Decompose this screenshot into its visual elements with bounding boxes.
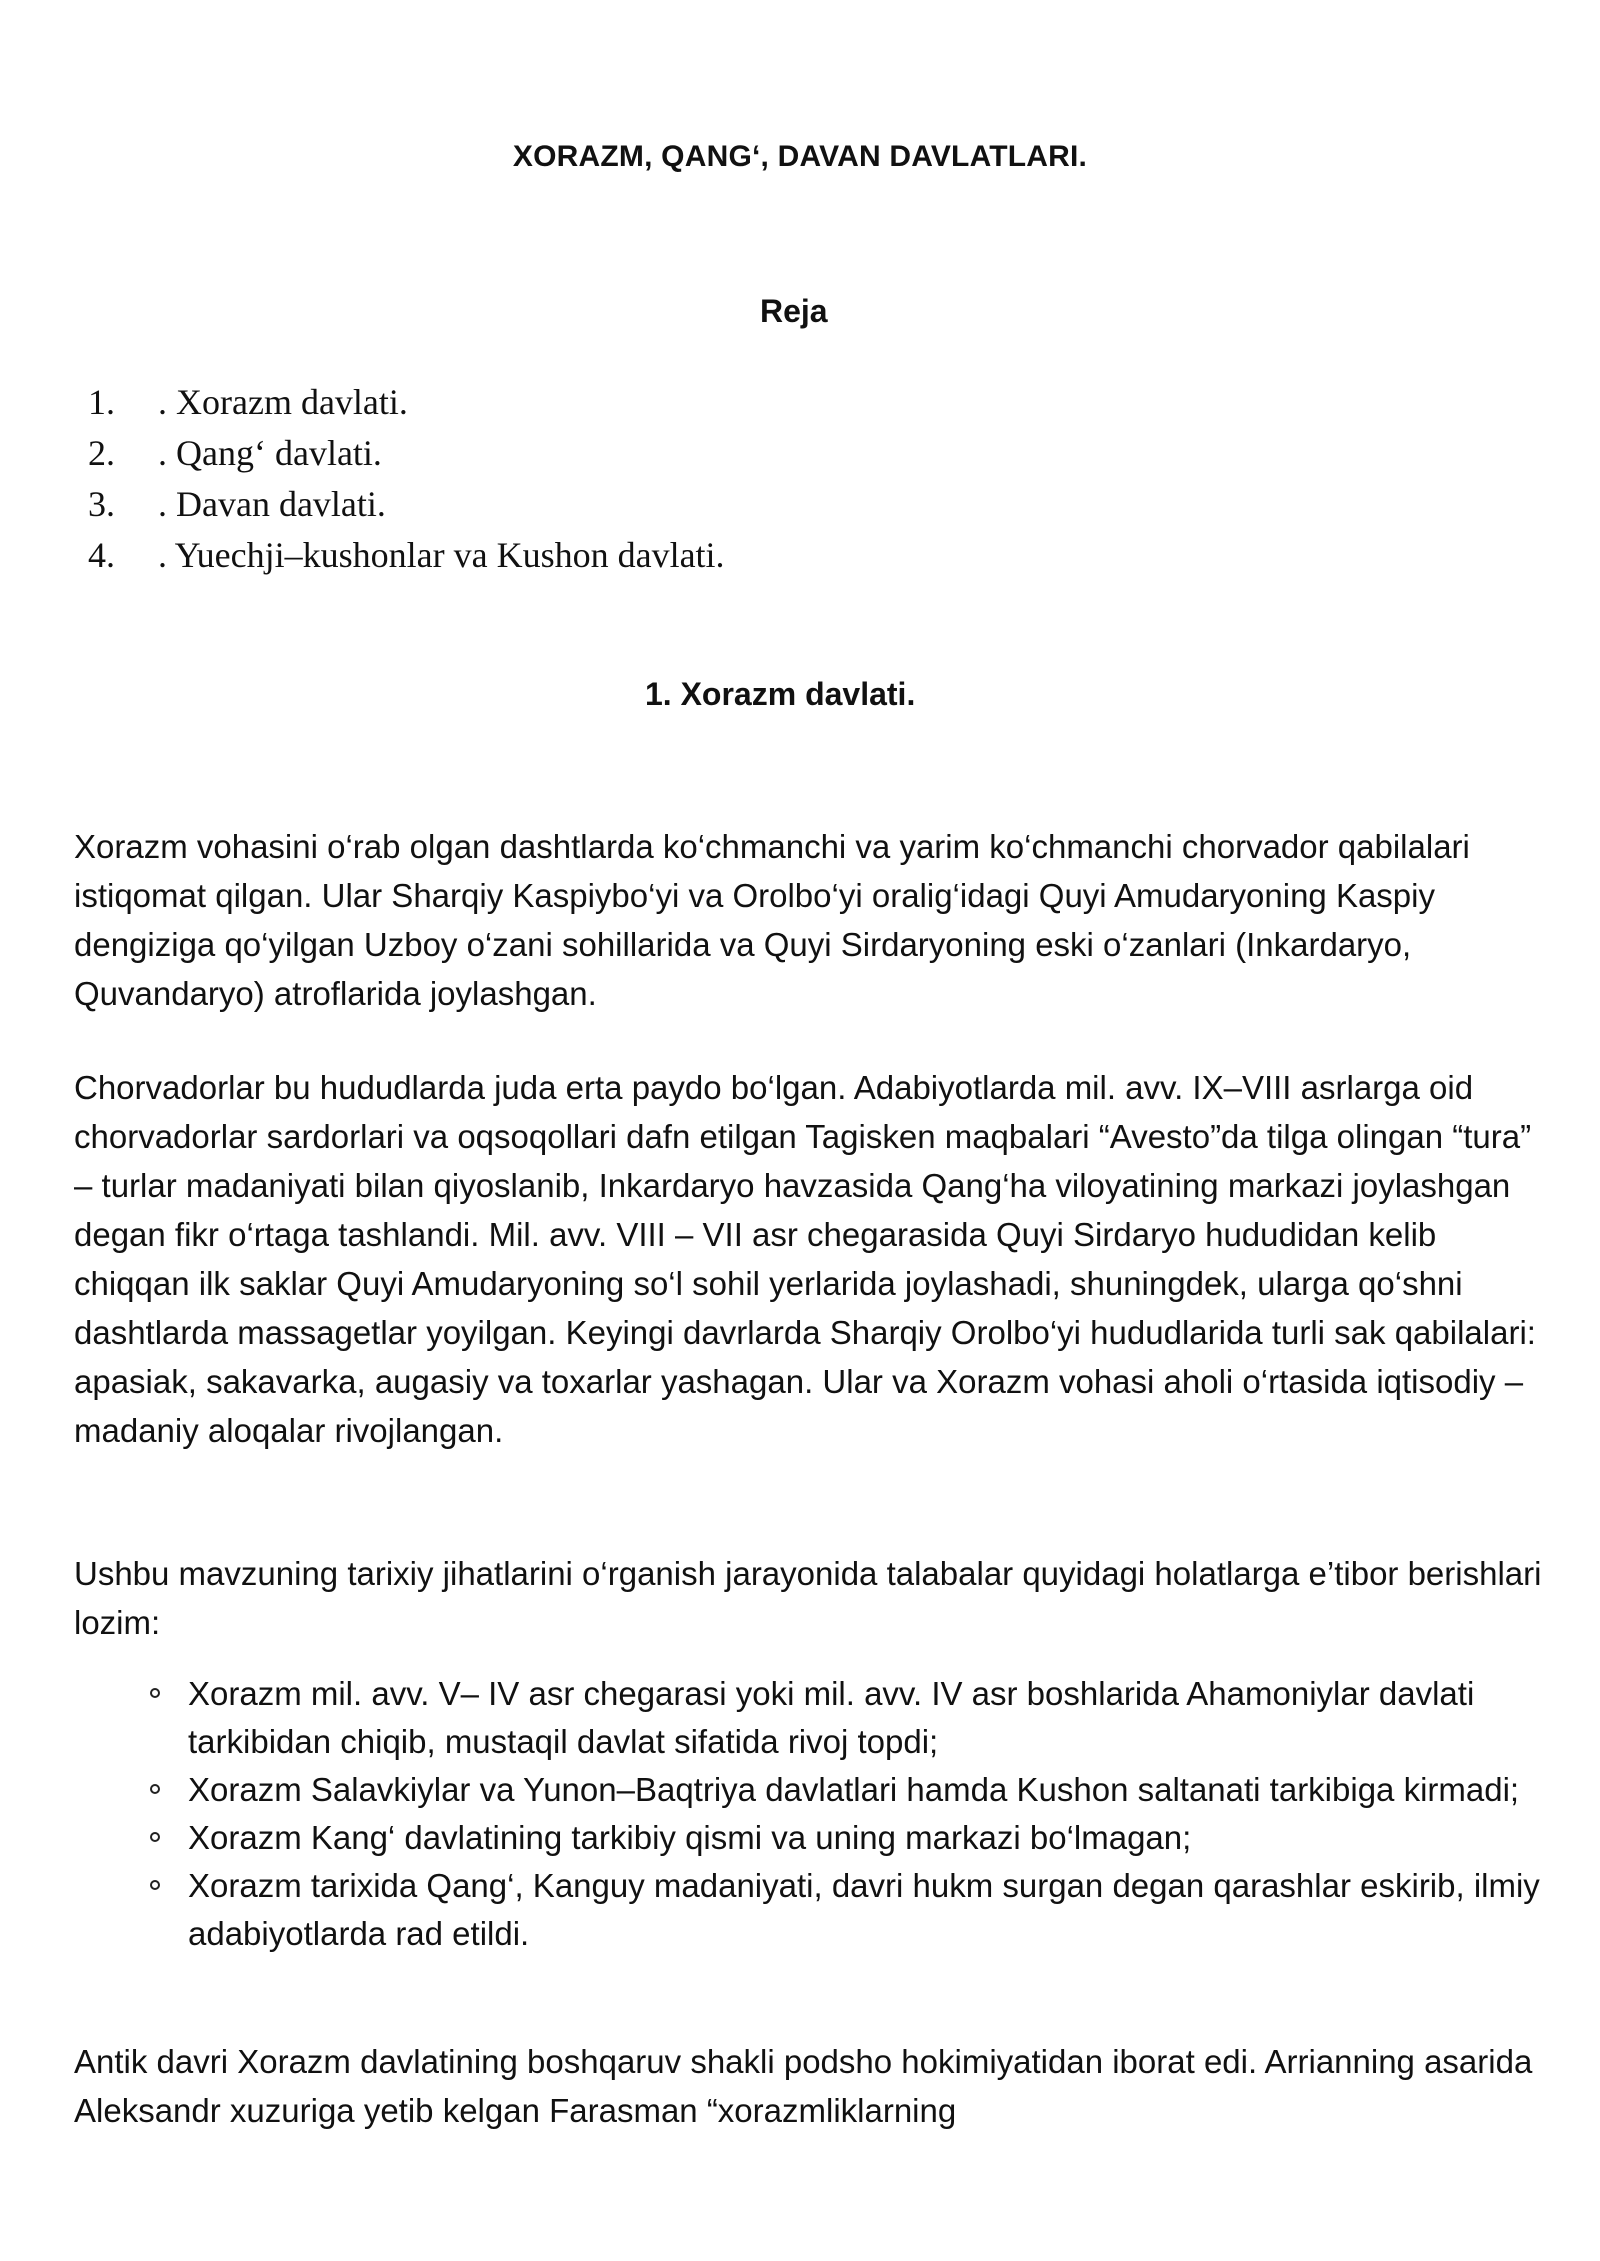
- plan-item-number: 2.: [88, 433, 115, 473]
- bullet-item: [146, 1862, 1546, 1958]
- plan-item-text: . Davan davlati.: [158, 484, 386, 524]
- plan-heading: Reja: [760, 293, 828, 329]
- paragraph-closing: Antik davri Xorazm davlatining boshqaruv shakli podsho hokimiyatidan iborat edi. Arrianning asarida Aleksandr xuzuriga yetib kelgan Farasman “xorazmliklarning: [74, 2043, 1533, 2129]
- paragraph-intro: Xorazm vohasini o‘rab olgan dashtlarda ko‘chmanchi va yarim ko‘chmanchi chorvador qabilalari istiqomat qilgan. Ular Sharqiy Kaspiybo‘yi va Orolbo‘yi oralig‘idagi Quyi Amudaryoning Kaspiy dengiziga qo‘yilgan Uzboy o‘zani sohillarida va Quyi Sirdaryoning eski o‘zanlari (Inkardaryo, Quvandaryo) atroflarida joylashgan.: [74, 828, 1470, 1012]
- plan-item: [88, 530, 725, 581]
- bullet-text: Xorazm tarixida Qang‘, Kanguy madaniyati, davri hukm surgan degan qarashlar eskirib, ilmiy adabiyotlarda rad etildi.: [188, 1867, 1540, 1952]
- plan-item-number: 3.: [88, 484, 115, 524]
- plan-item-number: 4.: [88, 535, 115, 575]
- bullet-text: Xorazm Salavkiylar va Yunon–Baqtriya davlatlari hamda Kushon saltanati tarkibiga kirmadi;: [188, 1771, 1520, 1808]
- hollow-circle-bullet-icon: [150, 1880, 160, 1890]
- section-heading: 1. Xorazm davlati.: [645, 676, 916, 712]
- bullet-item: [146, 1766, 1546, 1814]
- plan-item-text: . Qang‘ davlati.: [158, 433, 382, 473]
- hollow-circle-bullet-icon: [150, 1688, 160, 1698]
- plan-item: [88, 479, 725, 530]
- plan-item: [88, 377, 725, 428]
- plan-item-number: 1.: [88, 382, 115, 422]
- paragraph-ushbu: Ushbu mavzuning tarixiy jihatlarini o‘rganish jarayonida talabalar quyidagi holatlarga e’tibor berishlari lozim:: [74, 1555, 1542, 1641]
- plan-item: [88, 428, 725, 479]
- plan-list: [88, 377, 725, 581]
- plan-item-text: . Yuechji–kushonlar va Kushon davlati.: [158, 535, 725, 575]
- hollow-circle-bullet-icon: [150, 1832, 160, 1842]
- bullet-list: [146, 1670, 1546, 1958]
- hollow-circle-bullet-icon: [150, 1784, 160, 1794]
- bullet-text: Xorazm mil. avv. V– IV asr chegarasi yoki mil. avv. IV asr boshlarida Ahamoniylar davlati tarkibidan chiqib, mustaqil davlat sifatida rivoj topdi;: [188, 1675, 1475, 1760]
- bullet-item: [146, 1814, 1546, 1862]
- bullet-text: Xorazm Kang‘ davlatining tarkibiy qismi va uning markazi bo‘lmagan;: [188, 1819, 1192, 1856]
- bullet-item: [146, 1670, 1546, 1766]
- document-title: XORAZM, QANG‘, DAVAN DAVLATLARI.: [512, 140, 1088, 173]
- paragraph-chorvadorlar: Chorvadorlar bu hududlarda juda erta paydo bo‘lgan. Adabiyotlarda mil. avv. IX–VIII asrlarga oid chorvadorlar sardorlari va oqsoqollari dafn etilgan Tagisken maqbalari “Avesto”da tilga olingan “tura” – turlar madaniyati bilan qiyoslanib, Inkardaryo havzasida Qang‘ha viloyatining markazi joylashgan degan fikr o‘rtaga tashlandi. Mil. avv. VIII – VII asr chegarasida Quyi Sirdaryo hududidan kelib chiqqan ilk saklar Quyi Amudaryoning so‘l sohil yerlarida joylashadi, shuningdek, ularga qo‘shni dashtlarda massagetlar yoyilgan. Keyingi davrlarda Sharqiy Orolbo‘yi hududlarida turli sak qabilalari: apasiak, sakavarka, augasiy va toxarlar yashagan. Ular va Xorazm vohasi aholi o‘rtasida iqtisodiy – madaniy aloqalar rivojlangan.: [74, 1069, 1536, 1449]
- plan-item-text: . Xorazm davlati.: [158, 382, 408, 422]
